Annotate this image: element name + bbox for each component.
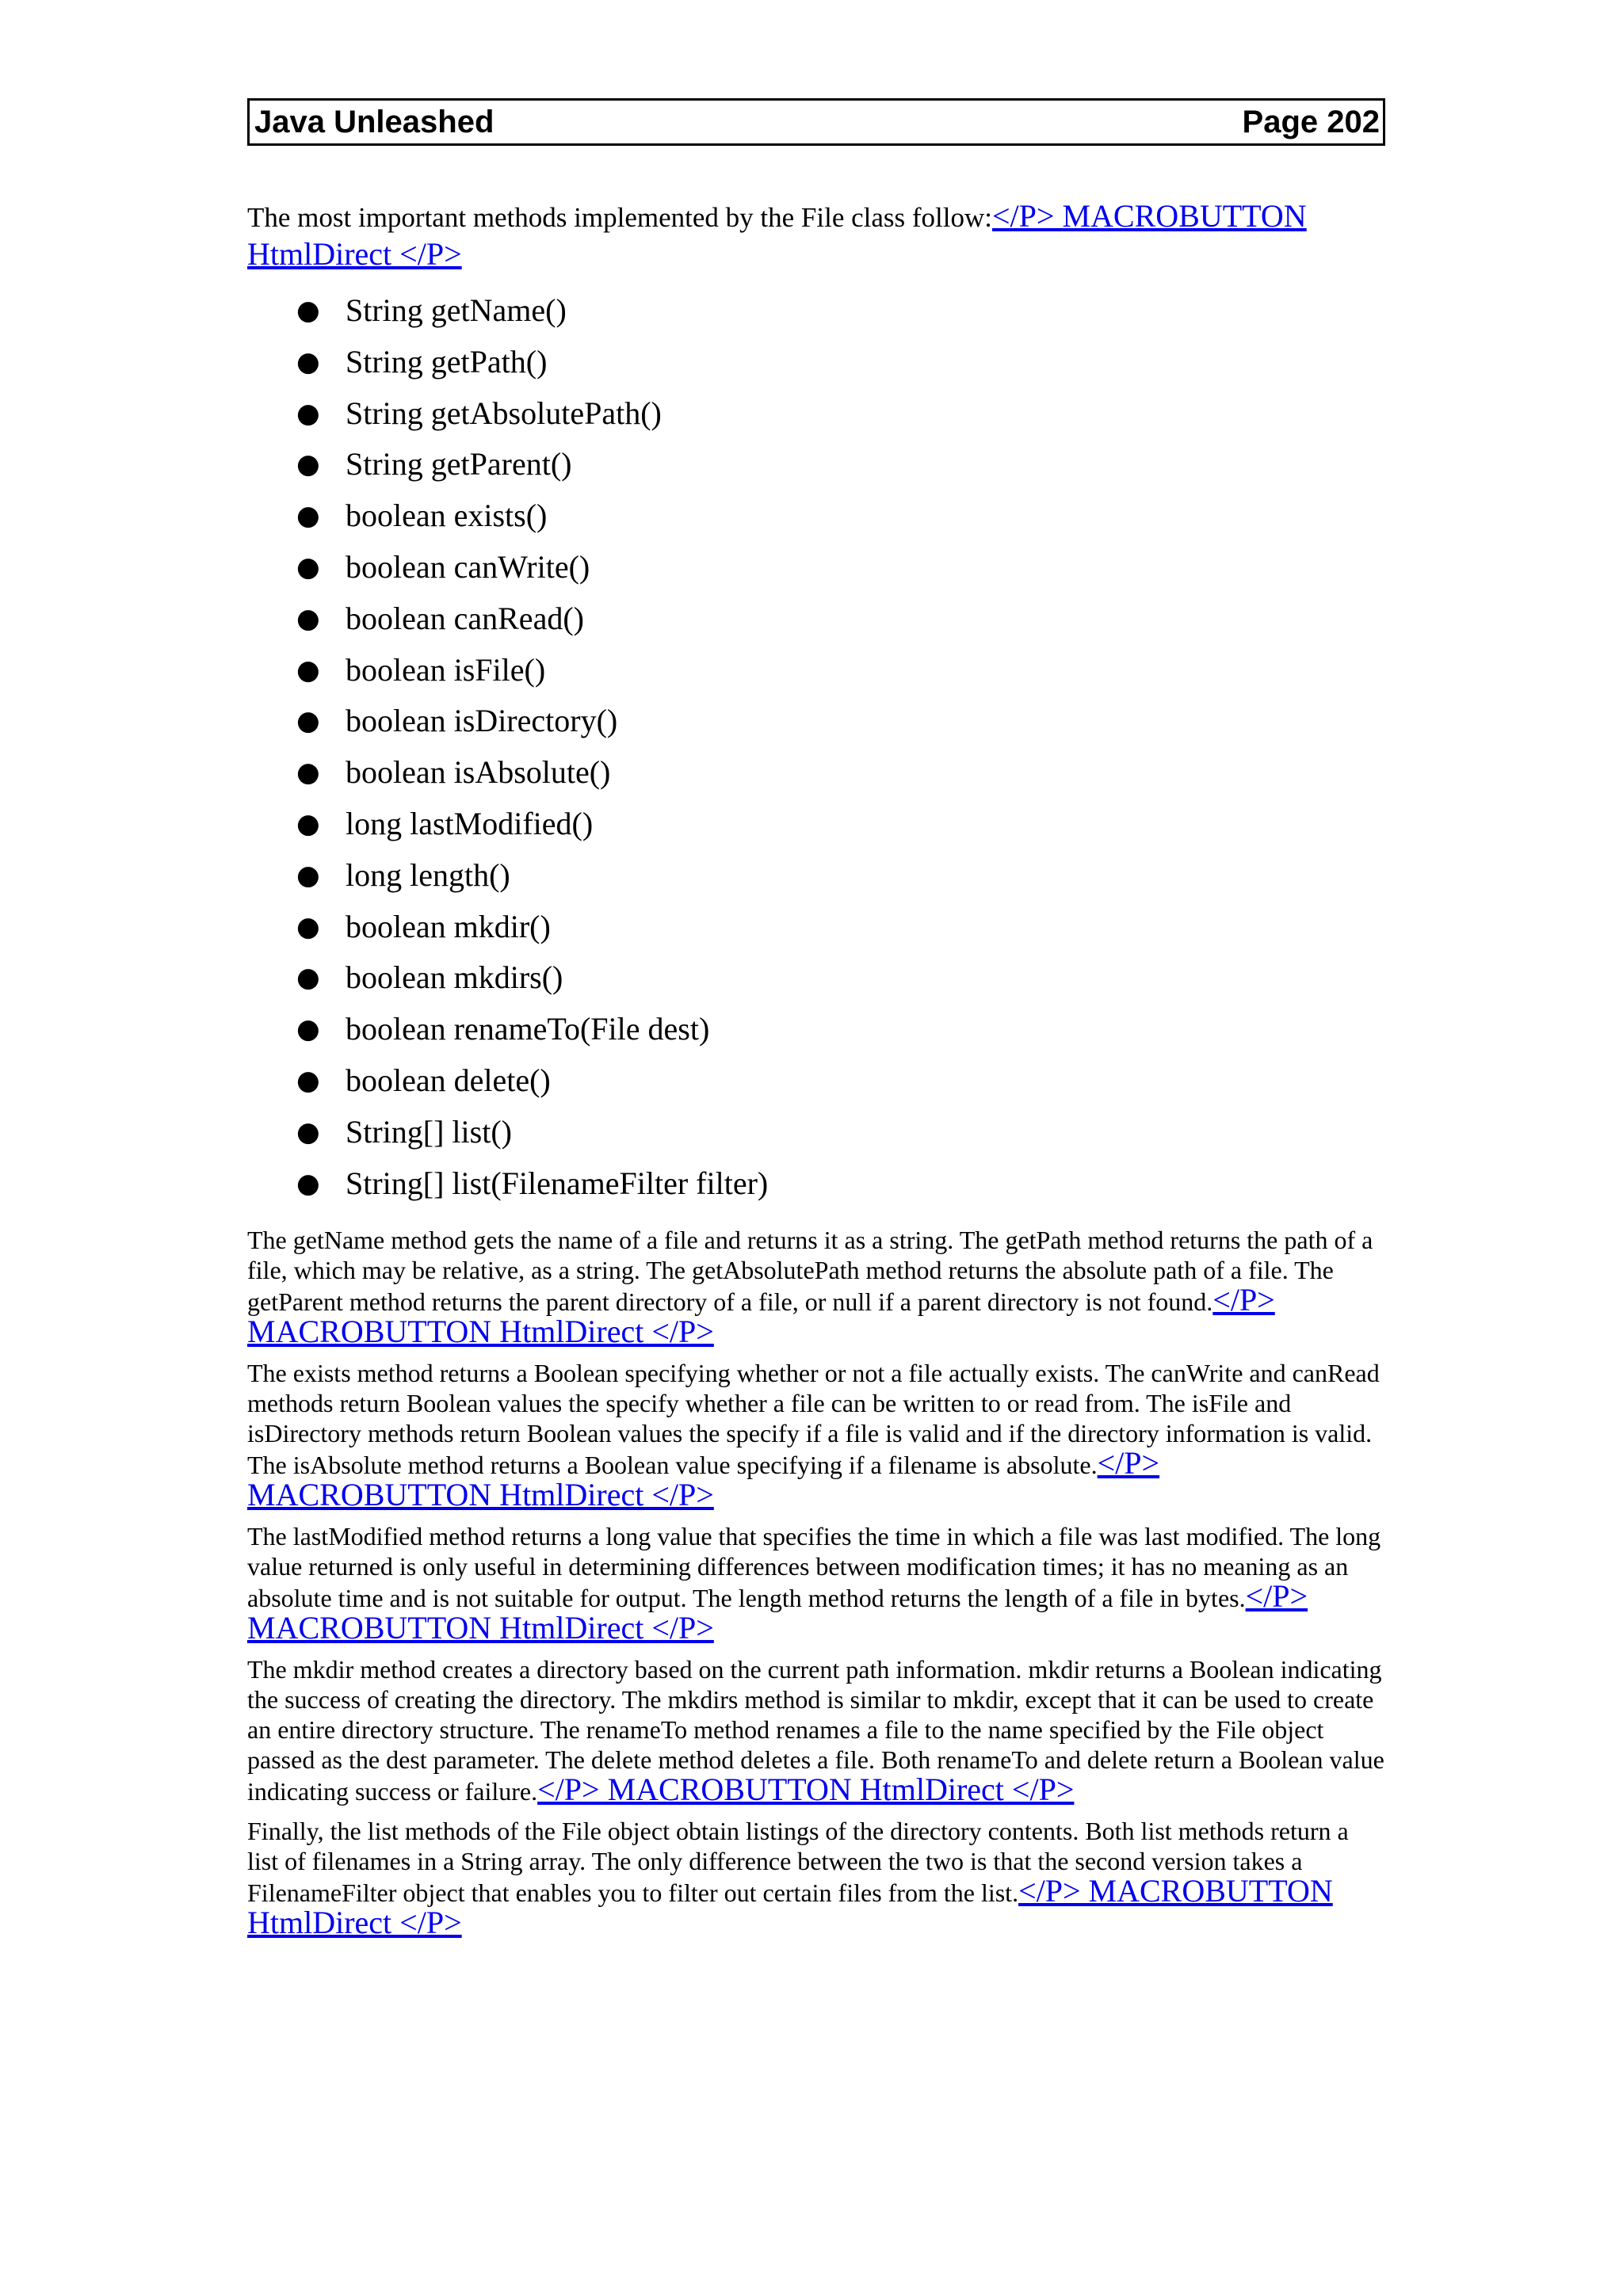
method-list-item: [247, 952, 1385, 1004]
body-paragraph: [247, 1521, 1385, 1645]
method-signature: boolean canRead(): [346, 600, 584, 636]
macrobutton-link[interactable]: </P> MACROBUTTON HtmlDirect </P>: [247, 1873, 1333, 1941]
bullet-icon: ●: [296, 910, 320, 943]
bullet-icon: ●: [296, 448, 320, 481]
description-section: [247, 1225, 1385, 1939]
method-signature: boolean mkdir(): [346, 908, 551, 944]
body-paragraph: [247, 1358, 1385, 1512]
method-list: [247, 285, 1385, 1209]
method-list-item: [247, 902, 1385, 953]
book-title: Java Unleashed: [254, 104, 495, 139]
method-signature: boolean mkdirs(): [346, 959, 563, 996]
macrobutton-link[interactable]: </P> MACROBUTTON HtmlDirect </P>: [247, 1282, 1275, 1350]
method-signature: boolean renameTo(File dest): [346, 1011, 710, 1047]
bullet-icon: ●: [296, 551, 320, 583]
paragraph-text: Finally, the list methods of the File object obtain listings of the directory contents. Both list methods return a list of filenames in a String array. The only difference between the two is that the second version takes a FilenameFilter object that enables you to filter out certain files from the list.: [247, 1817, 1349, 1908]
document-page: [247, 98, 1385, 1939]
method-list-item: [247, 696, 1385, 747]
page-number: Page 202: [1242, 104, 1380, 139]
bullet-icon: ●: [296, 757, 320, 789]
method-list-item: [247, 850, 1385, 902]
intro-text: The most important methods implemented by the File class follow:: [247, 202, 992, 233]
method-list-item: [247, 799, 1385, 850]
bullet-icon: ●: [296, 397, 320, 429]
method-signature: String getAbsolutePath(): [346, 395, 662, 431]
method-signature: boolean isFile(): [346, 651, 546, 688]
method-list-item: [247, 490, 1385, 542]
body-paragraph: [247, 1816, 1385, 1939]
method-signature: String[] list(): [346, 1113, 512, 1150]
macrobutton-link[interactable]: </P> MACROBUTTON HtmlDirect </P>: [537, 1772, 1075, 1808]
body-paragraph: [247, 1225, 1385, 1348]
method-list-item: [247, 1004, 1385, 1055]
macrobutton-link[interactable]: </P> MACROBUTTON HtmlDirect </P>: [247, 1578, 1308, 1646]
method-signature: String getParent(): [346, 446, 572, 482]
page-header: [247, 98, 1385, 146]
method-list-item: [247, 645, 1385, 696]
method-signature: String[] list(FilenameFilter filter): [346, 1165, 769, 1201]
bullet-icon: ●: [296, 1167, 320, 1199]
bullet-icon: ●: [296, 654, 320, 686]
macrobutton-link[interactable]: </P> MACROBUTTON HtmlDirect </P>: [247, 1445, 1160, 1513]
method-signature: String getName(): [346, 292, 567, 328]
macrobutton-link[interactable]: </P> MACROBUTTON HtmlDirect </P>: [247, 198, 1307, 272]
method-list-item: [247, 1107, 1385, 1158]
bullet-icon: ●: [296, 705, 320, 738]
bullet-icon: ●: [296, 1116, 320, 1148]
method-list-item: [247, 388, 1385, 440]
body-paragraph: [247, 1654, 1385, 1806]
paragraph-text: The lastModified method returns a long value that specifies the time in which a file was last modified. The long value returned is only useful in determining differences between modification times; it has no meaning as an absolute time and is not suitable for output. The length method returns the length of a file in bytes.: [247, 1522, 1381, 1613]
bullet-icon: ●: [296, 807, 320, 840]
method-signature: boolean isAbsolute(): [346, 754, 611, 791]
method-list-item: [247, 439, 1385, 490]
method-signature: long lastModified(): [346, 805, 594, 841]
bullet-icon: ●: [296, 602, 320, 635]
method-signature: long length(): [346, 856, 510, 893]
method-signature: boolean exists(): [346, 498, 548, 534]
paragraph-text: The mkdir method creates a directory based on the current path information. mkdir returns a Boolean indicating the success of creating the directory. The mkdirs method is similar to mkdir, except that it can be used to create an entire directory structure. The renameTo method renames a file to the name specified by the File object passed as the dest parameter. The delete method deletes a file. Both renameTo and delete return a Boolean value indicating success or failure.: [247, 1655, 1384, 1806]
method-list-item: [247, 747, 1385, 799]
paragraph-text: The exists method returns a Boolean specifying whether or not a file actually exists. The canWrite and canRead methods return Boolean values the specify whether a file can be written to or read from. The isFile and isDirectory methods return Boolean values the specify if a file is valid and if the directory information is valid. The isAbsolute method returns a Boolean value specifying if a filename is absolute.: [247, 1359, 1380, 1480]
method-signature: boolean canWrite(): [346, 548, 590, 585]
bullet-icon: ●: [296, 859, 320, 891]
method-list-item: [247, 285, 1385, 337]
method-list-item: [247, 337, 1385, 388]
bullet-icon: ●: [296, 500, 320, 532]
bullet-icon: ●: [296, 295, 320, 326]
paragraph-text: The getName method gets the name of a file and returns it as a string. The getPath method returns the path of a file, which may be relative, as a string. The getAbsolutePath method returns the absolute path of a file. The getParent method returns the parent directory of a file, or null if a parent directory is not found.: [247, 1226, 1373, 1317]
bullet-icon: ●: [296, 1064, 320, 1097]
method-list-item: [247, 542, 1385, 593]
bullet-icon: ●: [296, 962, 320, 994]
method-signature: boolean delete(): [346, 1062, 551, 1098]
method-list-item: [247, 1055, 1385, 1107]
method-signature: boolean isDirectory(): [346, 703, 618, 739]
method-signature: String getPath(): [346, 343, 548, 379]
bullet-icon: ●: [296, 1013, 320, 1046]
method-list-item: [247, 593, 1385, 645]
bullet-icon: ●: [296, 345, 320, 378]
intro-paragraph: [247, 198, 1385, 274]
method-list-item: [247, 1158, 1385, 1210]
